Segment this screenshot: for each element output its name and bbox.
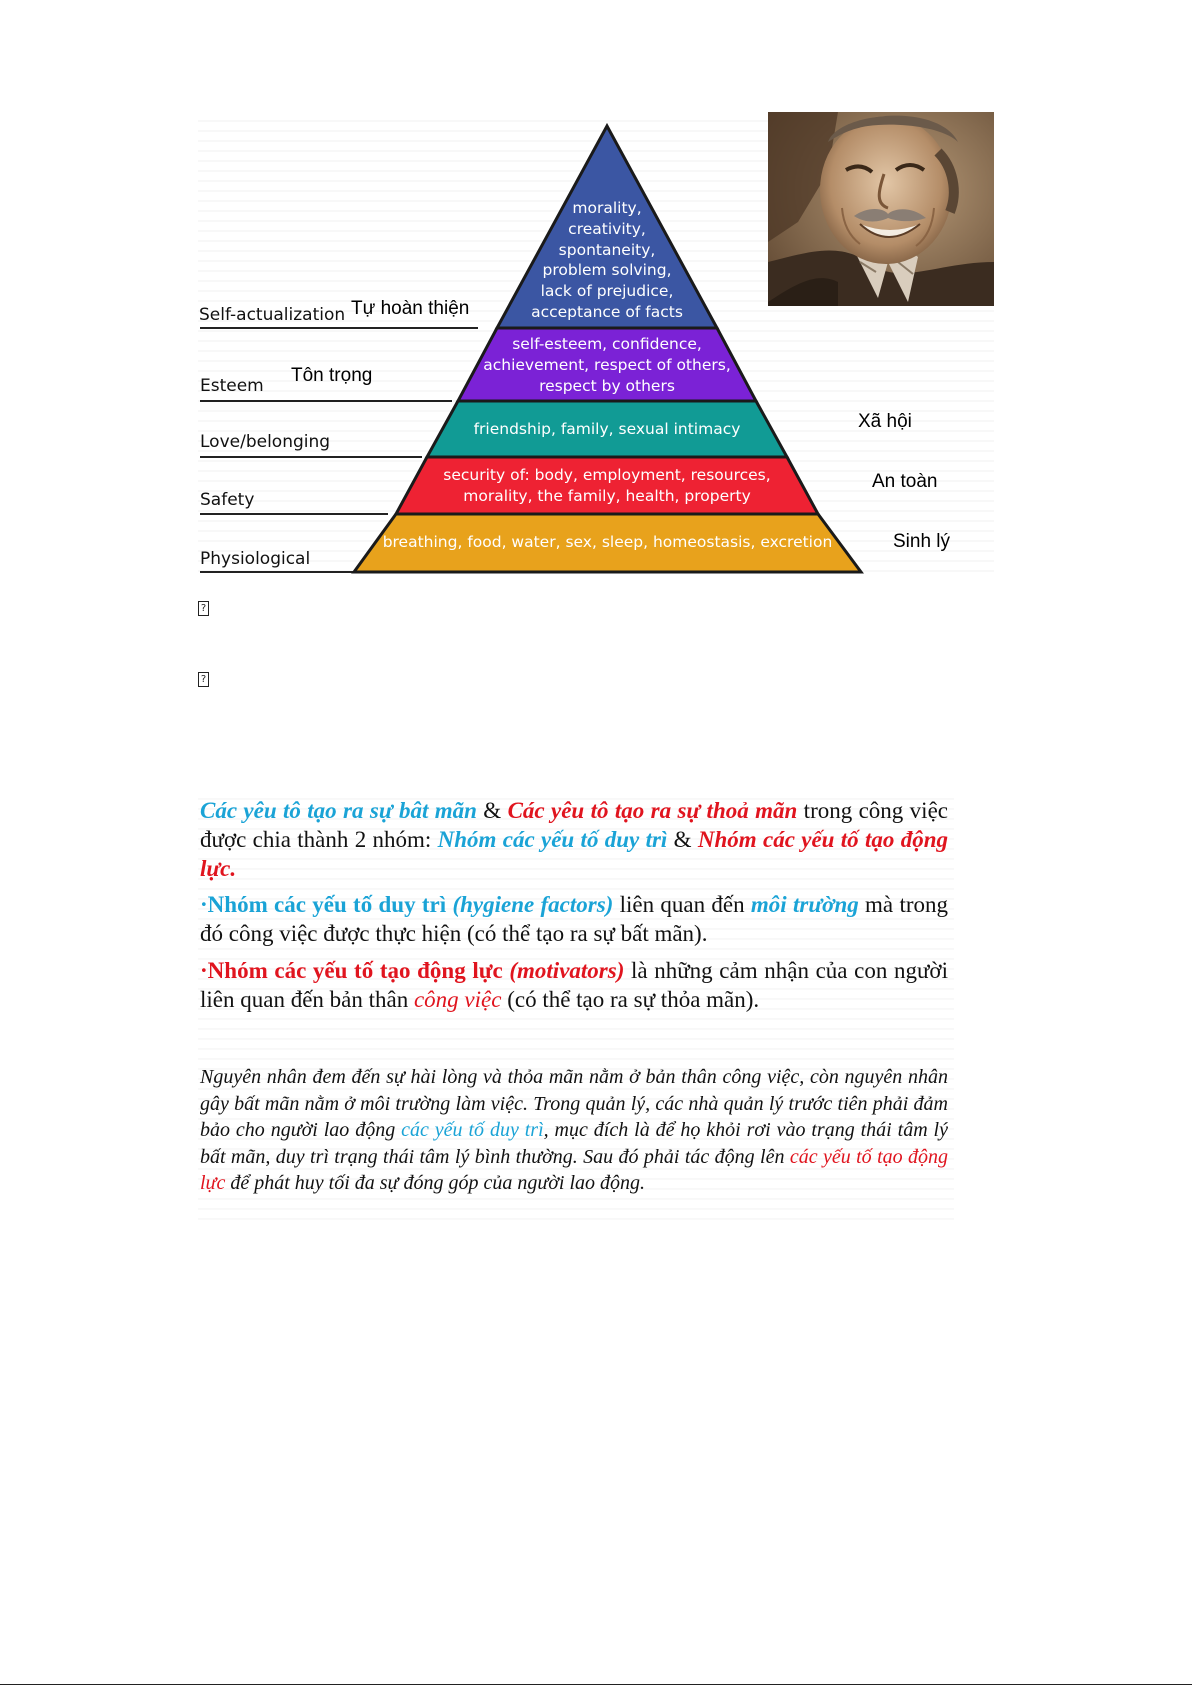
band-line: acceptance of facts	[531, 302, 683, 321]
band-line: respect by others	[539, 376, 675, 395]
vn-label-esteem: Tôn trọng	[291, 365, 373, 386]
level-label-esteem: Esteem	[200, 376, 264, 396]
term-motivator-group: Nhóm các yếu tố tạo động lực.	[200, 827, 948, 881]
text-span: , mục đích là để họ khỏi rơi vào trạng thái tâm lý bất mãn, duy trì trạng thái tâm lý bình thường. Sau đó phải tác động lên	[200, 1119, 948, 1168]
text-span: (có thể tạo ra sự thỏa mãn).	[501, 987, 760, 1012]
vn-label-self-actualization: Tự hoàn thiện	[351, 298, 470, 319]
paragraph-hygiene	[200, 890, 948, 948]
text-span: để phát huy tối đa sự đóng góp của người lao động.	[225, 1172, 646, 1194]
level-label-physiological: Physiological	[200, 549, 311, 569]
term-satisfiers: Các yêu tô tạo ra sự thoả mãn	[507, 798, 798, 823]
term-hygiene-factors: (hygiene factors)	[452, 892, 614, 917]
band-line: problem solving,	[542, 261, 672, 280]
band-line: morality,	[572, 199, 642, 217]
level-label-safety: Safety	[200, 490, 255, 510]
text-span: &	[667, 827, 698, 852]
portrait-photo	[768, 112, 994, 306]
term-work: công việc	[413, 987, 502, 1012]
term-motivators: (motivators)	[509, 958, 625, 983]
band-text-esteem	[458, 334, 756, 396]
term-motivators: các yếu tố tạo động lực	[200, 1145, 948, 1194]
band-line: breathing, food, water, sex, sleep, homeostasis, excretion	[382, 533, 833, 551]
band-text-self-actualization	[507, 198, 707, 323]
text-span: là những cảm nhận của con người liên quan đến bản thân	[200, 958, 948, 1012]
band-line: morality, the family, health, property	[463, 486, 751, 505]
text-span: mà trong đó công việc được thực hiện (có thể tạo ra sự bất mãn).	[200, 892, 948, 946]
term-hygiene-group: ·Nhóm các yếu tố duy trì	[200, 892, 453, 917]
term-dissatisfiers: Các yêu tô tạo ra sự bât mãn	[200, 798, 477, 823]
band-line: lack of prejudice,	[540, 282, 674, 301]
band-line: friendship, family, sexual intimacy	[473, 420, 741, 438]
text-span: liên quan đến	[613, 892, 751, 917]
missing-glyph-icon: ?	[198, 601, 209, 616]
paragraph-intro	[200, 796, 948, 883]
term-hygiene-group: Nhóm các yếu tố duy trì	[437, 827, 668, 852]
term-environment: môi trường	[750, 892, 859, 917]
band-text-love	[427, 419, 787, 440]
herzberg-text-block	[198, 790, 954, 1222]
band-line: achievement, respect of others,	[483, 355, 731, 374]
band-line: creativity,	[568, 219, 646, 238]
level-label-self-actualization: Self-actualization	[199, 305, 346, 325]
vn-label-safety: An toàn	[872, 471, 938, 492]
vn-label-physiological: Sinh lý	[893, 531, 951, 552]
vn-label-love: Xã hội	[858, 411, 912, 432]
term-hygiene-factors: các yếu tố duy trì	[401, 1119, 544, 1141]
paragraph-conclusion	[200, 1064, 948, 1197]
band-line: self-esteem, confidence,	[512, 335, 702, 353]
missing-glyph-icon: ?	[198, 672, 209, 687]
band-text-safety	[396, 465, 818, 507]
level-label-love: Love/belonging	[200, 432, 331, 452]
text-span: &	[476, 798, 508, 823]
text-span: Nguyên nhân đem đến sự hài lòng và thỏa mãn nằm ở bản thân công việc, còn nguyên nhân gây bất mãn nằm ở môi trường làm việc. Trong quản lý, các nhà quản lý trước tiên phải đảm bảo cho người lao động	[200, 1066, 948, 1141]
band-text-physiological	[354, 532, 861, 553]
paragraph-motivators	[200, 956, 948, 1014]
band-line: spontaneity,	[558, 240, 656, 259]
band-line: security of: body, employment, resources,	[443, 466, 771, 484]
term-motivator-group: ·Nhóm các yếu tố tạo động lực	[200, 958, 510, 983]
text-span: trong công việc được chia thành 2 nhóm:	[200, 798, 948, 852]
